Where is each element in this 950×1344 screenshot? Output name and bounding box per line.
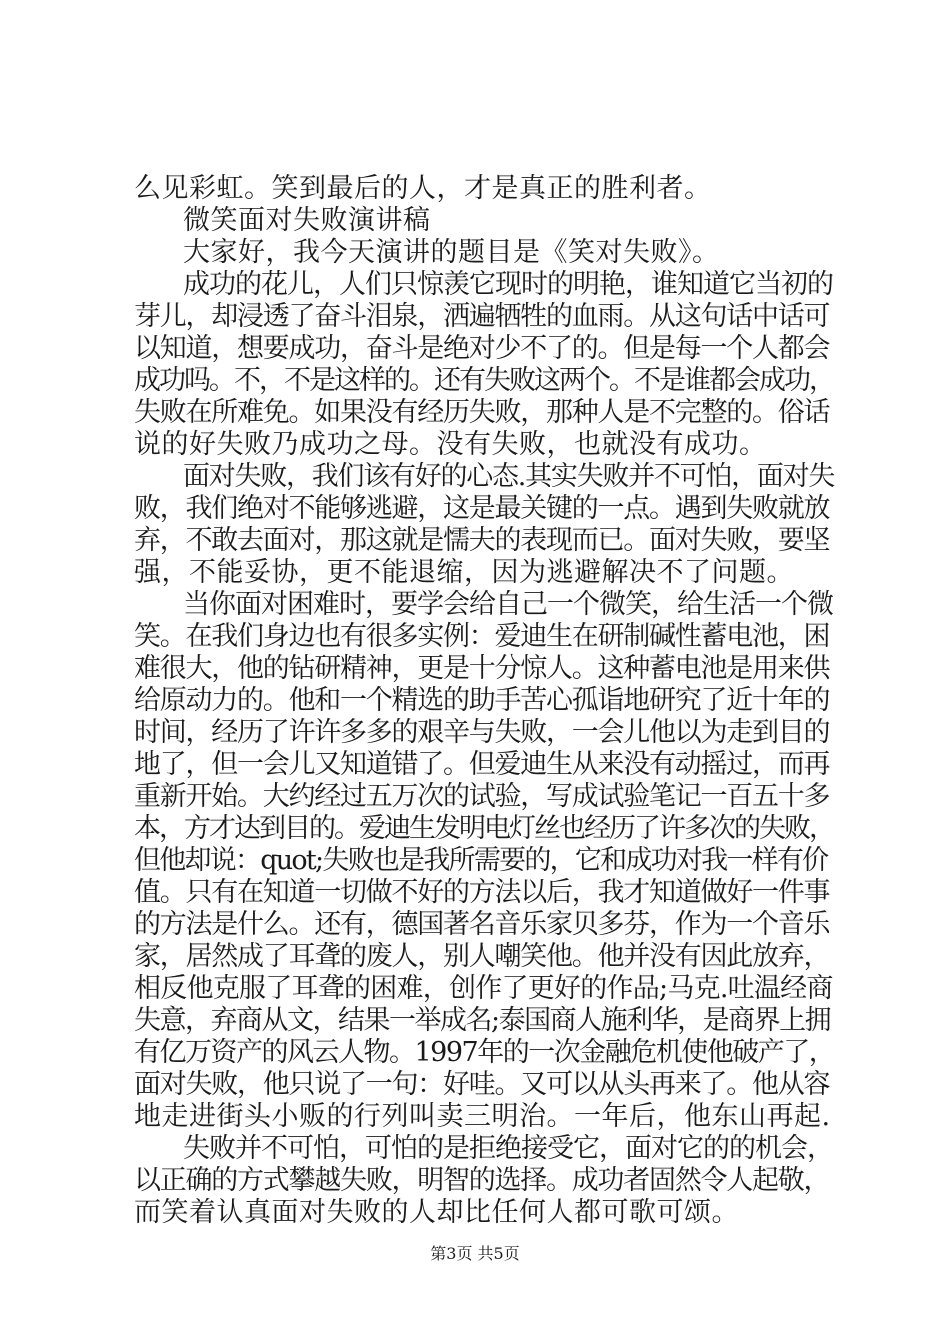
text-line: 笑。在我们身边也有很多实例：爱迪生在研制碱性蓄电池，困 (134, 621, 830, 652)
text-line: 面对失败，他只说了一句：好哇。又可以从头再来了。他从容 (134, 1069, 830, 1100)
text-line: 芽儿，却浸透了奋斗泪泉，洒遍牺牲的血雨。从这句话中话可 (134, 301, 830, 332)
text-line: 值。只有在知道一切做不好的方法以后，我才知道做好一件事 (134, 877, 830, 908)
text-line: 而笑着认真面对失败的人却比任何人都可歌可颂。 (134, 1197, 739, 1228)
text-line: 微笑面对失败演讲稿 (183, 205, 431, 236)
text-line: 但他却说：quot;失败也是我所需要的，它和成功对我一样有价 (134, 845, 828, 876)
text-line: 说的好失败乃成功之母。没有失败，也就没有成功。 (134, 429, 767, 460)
text-line: 时间，经历了许许多多的艰辛与失败，一会儿他以为走到目的 (134, 717, 830, 748)
text-line: 强，不能妥协，更不能退缩，因为逃避解决不了问题。 (134, 557, 794, 588)
page-number-footer: 第3页 共5页 (430, 1244, 520, 1263)
text-line: 以正确的方式攀越失败，明智的选择。成功者固然令人起敬， (134, 1165, 830, 1196)
text-line: 大家好，我今天演讲的题目是《笑对失败》。 (183, 237, 720, 268)
text-line: 失意，弃商从文，结果一举成名;泰国商人施利华，是商界上拥 (134, 1005, 831, 1036)
text-line: 地了，但一会儿又知道错了。但爱迪生从来没有动摇过，而再 (134, 749, 830, 780)
text-line: 以知道，想要成功，奋斗是绝对少不了的。但是每一个人都会 (134, 333, 830, 364)
text-line: 成功吗。不，不是这样的。还有失败这两个。不是谁都会成功， (134, 365, 834, 396)
text-line: 相反他克服了耳聋的困难，创作了更好的作品;马克.吐温经商 (134, 973, 833, 1004)
text-line: 败，我们绝对不能够逃避，这是最关键的一点。遇到失败就放 (134, 493, 830, 524)
text-line: 地走进街头小贩的行列叫卖三明治。一年后，他东山再起. (134, 1101, 831, 1132)
text-line: 当你面对困难时，要学会给自己一个微笑，给生活一个微 (183, 589, 833, 620)
document-body (134, 173, 834, 1229)
text-line: 重新开始。大约经过五万次的试验，写成试验笔记一百五十多 (134, 781, 830, 812)
text-line: 有亿万资产的风云人物。1997年的一次金融危机使他破产了， (134, 1037, 835, 1068)
text-line: 么见彩虹。笑到最后的人，才是真正的胜利者。 (134, 173, 712, 204)
text-line: 面对失败，我们该有好的心态.其实失败并不可怕，面对失 (183, 461, 835, 492)
text-line: 的方法是什么。还有，德国著名音乐家贝多芬，作为一个音乐 (134, 909, 830, 940)
text-line: 本，方才达到目的。爱迪生发明电灯丝也经历了许多次的失败， (134, 813, 834, 844)
text-line: 给原动力的。他和一个精选的助手苦心孤诣地研究了近十年的 (134, 685, 830, 716)
text-line: 成功的花儿，人们只惊羡它现时的明艳，谁知道它当初的 (183, 269, 833, 300)
text-line: 失败并不可怕，可怕的是拒绝接受它，面对它的的机会， (183, 1133, 833, 1164)
text-line: 失败在所难免。如果没有经历失败，那种人是不完整的。俗话 (134, 397, 830, 428)
text-line: 弃，不敢去面对，那这就是懦夫的表现而已。面对失败，要坚 (134, 525, 830, 556)
text-line: 家，居然成了耳聋的废人，别人嘲笑他。他并没有因此放弃， (134, 941, 830, 972)
text-line: 难很大，他的钻研精神，更是十分惊人。这种蓄电池是用来供 (134, 653, 830, 684)
